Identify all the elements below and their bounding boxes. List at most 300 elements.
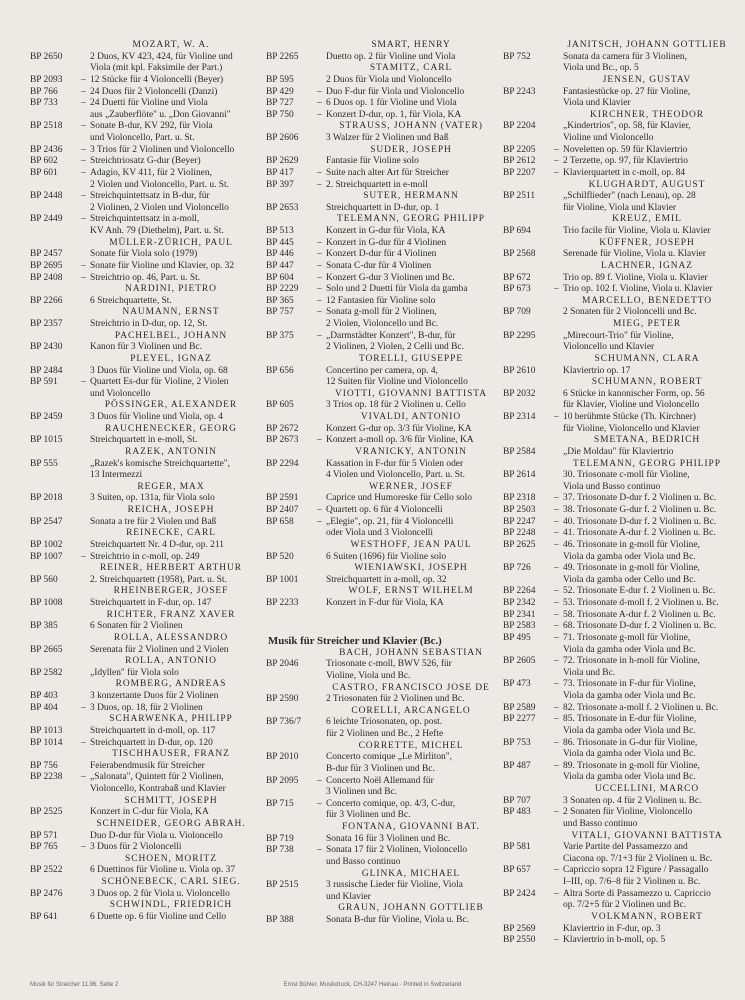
catalog-number: BP 1001: [266, 574, 299, 585]
entry-title: Konzert in G-dur für Viola, KA: [326, 226, 446, 236]
catalog-number: BP 707: [503, 795, 531, 806]
entry-title: Viola da gamba oder Viola und Bc.: [563, 551, 696, 562]
entry-title: 2 Violinen, 2 Violen, 2 Celli und Bc.: [326, 342, 464, 353]
catalog-number: BP 403: [30, 691, 58, 701]
catalog-number: BP 2265: [266, 51, 299, 62]
composer-heading: STAMITZ, CARL: [369, 63, 453, 74]
entry-title: Sonate für Violine und Klavier, op. 32: [90, 260, 235, 271]
composer-heading: MARCELLO, BENEDETTO: [581, 295, 713, 306]
entry-title: 3 Walzer für 2 Violinen und Baß: [326, 133, 449, 143]
entry-title: 2 Violen und Violoncello, Part. u. St.: [90, 179, 230, 190]
entry-title: Streichtriosatz G-dur (Beyer): [90, 156, 201, 167]
catalog-entry: [503, 191, 731, 203]
catalog-entry: [30, 598, 252, 610]
catalog-number: BP 726: [503, 563, 531, 574]
catalog-number: BP 2503: [503, 505, 536, 515]
entry-title: Serenade für Violine, Viola u. Klavier: [563, 249, 706, 260]
catalog-number: BP 1015: [30, 435, 63, 446]
composer-heading: VOLKMANN, ROBERT: [591, 911, 703, 922]
catalog-entry: [266, 180, 496, 192]
entry-title: 71. Triosonate g-moll für Violine,: [563, 632, 691, 643]
catalog-entry-continuation: [503, 668, 731, 680]
entry-title: für Violine, Violoncello und Klavier: [563, 423, 700, 434]
entry-dash: –: [554, 935, 559, 946]
composer-heading: REINER, HERBERT ARTHUR: [99, 563, 243, 574]
entry-title: Sonata 16 für 3 Violinen und Bc.: [326, 833, 451, 844]
composer-heading: LACHNER, IGNAZ: [601, 260, 693, 271]
entry-dash: –: [317, 260, 322, 271]
entry-title: 12 Stücke für 4 Violoncelli (Beyer): [90, 74, 224, 85]
catalog-entry: [266, 133, 496, 145]
entry-dash: –: [81, 214, 86, 225]
composer-heading: RICHTER, FRANZ XAVER: [106, 609, 236, 620]
catalog-entry-continuation: [503, 900, 731, 912]
entry-title: Fantasiestücke op. 27 für Violine,: [563, 86, 691, 97]
composer-heading: ROLLA, ANTONIO: [125, 656, 217, 667]
catalog-entry: [503, 284, 731, 296]
entry-title: 6 Suiten (1696) für Violine solo: [326, 551, 447, 562]
catalog-number: BP 733: [30, 98, 58, 109]
entry-title: Konzert in G-dur für 4 Violinen: [326, 237, 447, 248]
catalog-number: BP 2612: [503, 156, 536, 167]
catalog-number: BP 2625: [503, 539, 536, 550]
entry-dash: –: [554, 167, 559, 178]
catalog-number: BP 2295: [503, 330, 536, 341]
catalog-entry-continuation: [503, 772, 731, 784]
catalog-column-1: [30, 40, 252, 924]
catalog-number: BP 397: [266, 179, 294, 190]
entry-title: für 3 Violinen und Bc.: [326, 810, 411, 821]
catalog-number: BP 2238: [30, 772, 63, 783]
composer-heading: KLUGHARDT, AUGUST: [588, 179, 706, 190]
catalog-number: BP 447: [266, 260, 294, 271]
catalog-entry: [30, 145, 252, 157]
entry-dash: –: [554, 598, 559, 608]
catalog-number: BP 2511: [503, 191, 536, 202]
catalog-number: BP 2665: [30, 644, 63, 655]
catalog-entry: [30, 540, 252, 552]
catalog-entry: [30, 377, 252, 389]
entry-title: Viola und Bc.: [563, 667, 616, 678]
entry-title: Fantasie für Violine solo: [326, 156, 419, 167]
entry-title: Triosonate c-moll, BWV 526, für: [326, 659, 452, 670]
composer-heading: REINECKE, CARL: [126, 528, 216, 539]
catalog-number: BP 404: [30, 702, 58, 713]
entry-title: 6 Stücke in kanonischer Form, op. 56: [563, 388, 705, 399]
catalog-entry: [266, 52, 496, 64]
entry-title: 82. Triosonate a-moll f. 2 Violinen u. Bc.: [563, 702, 719, 713]
entry-dash: –: [317, 98, 322, 109]
catalog-number: BP 473: [503, 679, 531, 690]
composer-heading: PÖSSINGER, ALEXANDER: [104, 400, 238, 411]
catalog-entry: [30, 517, 252, 529]
composer-heading: JANITSCH, JOHANN GOTTLIEB: [567, 40, 727, 50]
entry-dash: –: [554, 412, 559, 422]
composer-heading: FONTANA, GIOVANNI BAT.: [342, 822, 480, 832]
composer-heading: VITALI, GIOVANNI BATTISTA: [571, 830, 723, 841]
catalog-number: BP 2569: [503, 923, 536, 934]
catalog-number: BP 513: [266, 226, 294, 236]
entry-title: Concerto comique, op. 4/3, C-dur,: [326, 798, 456, 809]
entry-dash: –: [81, 144, 86, 155]
catalog-number: BP 2032: [503, 388, 536, 399]
entry-title: 2 Triosonaten für 2 Violinen und Bc.: [326, 694, 465, 705]
catalog-entry-continuation: [503, 819, 731, 831]
catalog-entry: [266, 226, 496, 238]
composer-heading: SCHARWENKA, PHILIPP: [109, 714, 233, 725]
entry-dash: –: [554, 284, 559, 295]
catalog-entry: [503, 807, 731, 819]
footer-printer-imprint: Ernst Bühler, Musikdruck, CH-3247 Heinau · Printed in Switzerland: [283, 982, 462, 988]
entry-title: 24 Duos für 2 Violoncelli (Danzi): [90, 86, 218, 97]
catalog-entry: [30, 889, 252, 901]
entry-dash: –: [317, 86, 322, 97]
catalog-number: BP 375: [266, 330, 294, 341]
catalog-number: BP 520: [266, 551, 294, 562]
entry-title: Duo D-dur für Viola u. Violoncello: [90, 830, 223, 841]
composer-heading: VRANICKY, ANTONIN: [355, 446, 467, 457]
catalog-entry: [30, 296, 252, 308]
entry-title: Streichtrio in c-moll, op. 249: [90, 551, 200, 562]
catalog-entry: [266, 331, 496, 343]
entry-title: Klaviertrio op. 17: [563, 365, 631, 376]
catalog-entry: [503, 249, 731, 261]
footer-page-label: Musik für Streicher 11.96. Seite 2: [30, 982, 119, 988]
catalog-entry: [30, 214, 252, 226]
catalog-number: BP 2436: [30, 144, 63, 155]
entry-title: Sonata g-moll für 2 Violinen,: [326, 307, 437, 318]
catalog-number: BP 2583: [503, 621, 536, 632]
catalog-entry: [30, 52, 252, 64]
catalog-number: BP 495: [503, 632, 531, 643]
catalog-entry: [30, 168, 252, 180]
entry-title: Viola und Bc., op. 5: [563, 63, 639, 74]
composer-heading: SUTER, HERMANN: [363, 191, 459, 202]
catalog-entry: [30, 761, 252, 773]
entry-title: Sonata da camera für 3 Violinen,: [563, 51, 687, 62]
catalog-number: BP 2582: [30, 667, 63, 678]
composer-heading: TORELLI, GIUSEPPE: [358, 353, 464, 364]
catalog-number: BP 2010: [266, 752, 299, 763]
catalog-number: BP 429: [266, 86, 294, 97]
catalog-number: BP 719: [266, 833, 294, 844]
composer-heading: CORRETTE, MICHEL: [358, 740, 464, 751]
catalog-number: BP 658: [266, 516, 294, 527]
entry-dash: –: [317, 167, 322, 178]
catalog-entry-continuation: [503, 98, 731, 110]
entry-title: Viola (mit kpl. Faksimile der Part.): [90, 63, 223, 74]
composer-heading: SCHÖNEBECK, CARL SIEG.: [101, 877, 241, 887]
entry-title: 86. Triosonate in G-dur für Violine,: [563, 737, 698, 748]
catalog-number: BP 736/7: [266, 717, 302, 728]
composer-heading: TISCHHAUSER, FRANZ: [112, 749, 230, 760]
catalog-entry: [266, 203, 496, 215]
catalog-entry-continuation: [503, 691, 731, 703]
catalog-number: BP 2229: [266, 284, 299, 295]
entry-dash: –: [317, 272, 322, 283]
entry-dash: –: [81, 377, 86, 388]
catalog-entry: [266, 834, 496, 846]
entry-title: 2 Duos für Viola und Violoncello: [326, 74, 452, 85]
catalog-number: BP 2610: [503, 365, 536, 376]
catalog-number: BP 601: [30, 167, 58, 178]
catalog-entry-continuation: [266, 319, 496, 331]
entry-dash: –: [81, 737, 86, 748]
catalog-number: BP 2522: [30, 865, 63, 876]
entry-title: 46. Triosonate in g-moll für Violine,: [563, 539, 700, 550]
entry-dash: –: [317, 435, 322, 446]
catalog-entry: [266, 880, 496, 892]
catalog-entry: [503, 679, 731, 691]
composer-heading: CASTRO, FRANCISCO JOSE DE: [332, 682, 490, 693]
entry-title: Duo F-dur für Viola und Violoncello: [326, 86, 465, 97]
catalog-number: BP 605: [266, 400, 294, 411]
catalog-entry: [30, 831, 252, 843]
entry-dash: –: [317, 295, 322, 306]
composer-heading: SCHOEN, MORITZ: [125, 853, 217, 864]
entry-title: B-dur für 3 Violinen und Bc.: [326, 763, 435, 774]
catalog-entry-continuation: [30, 110, 252, 122]
entry-dash: –: [554, 505, 559, 515]
catalog-number: BP 694: [503, 226, 531, 236]
entry-title: Viola da gamba oder Viola und Bc.: [563, 725, 696, 736]
catalog-number: BP 2448: [30, 191, 63, 202]
composer-heading: ROLLA, ALESSANDRO: [113, 632, 229, 643]
entry-dash: –: [554, 539, 559, 550]
catalog-number: BP 2294: [266, 458, 299, 469]
entry-title: op. 7/2+5 für 2 Violinen und Bc.: [563, 900, 687, 911]
entry-title: Altra Sorte di Passamezzo u. Capriccio: [563, 888, 711, 899]
catalog-entry-continuation: [503, 63, 731, 75]
entry-title: „Mirecourt-Trio" für Violine,: [563, 330, 674, 341]
catalog-entry: [503, 447, 731, 459]
entry-title: Konzert D-dur, op. 1, für Viola, KA: [326, 109, 462, 120]
catalog-entry: [503, 273, 731, 285]
catalog-entry: [30, 87, 252, 99]
entry-dash: –: [554, 888, 559, 899]
catalog-entry-continuation: [503, 342, 731, 354]
catalog-number: BP 2430: [30, 342, 63, 353]
catalog-number: BP 2277: [503, 714, 536, 725]
entry-title: 3 Suiten, op. 131a, für Viola solo: [90, 493, 215, 504]
catalog-entry: [503, 621, 731, 633]
catalog-entry: [266, 459, 496, 471]
catalog-number: BP 2018: [30, 493, 63, 504]
catalog-number: BP 2204: [503, 121, 536, 132]
entry-title: Kanon für 3 Violinen und Bc.: [90, 342, 202, 353]
catalog-entry: [503, 52, 731, 64]
catalog-entry-continuation: [30, 470, 252, 482]
composer-heading: REICHA, JOSEPH: [127, 505, 215, 515]
entry-dash: –: [554, 528, 559, 539]
catalog-number: BP 2459: [30, 412, 63, 422]
catalog-number: BP 1007: [30, 551, 63, 562]
composer-heading: RHEINBERGER, JOSEF: [113, 586, 229, 597]
catalog-number: BP 2653: [266, 202, 299, 213]
entry-title: Caprice und Humoreske für Cello solo: [326, 493, 472, 504]
catalog-number: BP 2695: [30, 260, 63, 271]
catalog-entry: [266, 799, 496, 811]
entry-title: „Idyllen" für Viola solo: [90, 667, 179, 678]
entry-title: Serenata für 2 Violinen und 2 Violen: [90, 644, 229, 655]
entry-title: Violoncello und Klavier: [563, 342, 655, 353]
composer-heading: CORELLI, ARCANGELO: [351, 705, 471, 716]
catalog-entry: [30, 807, 252, 819]
entry-dash: –: [317, 109, 322, 120]
composer-heading: TELEMANN, GEORG PHILIPP: [573, 458, 721, 469]
catalog-number: BP 2457: [30, 249, 63, 260]
entry-title: Solo und 2 Duetti für Viola da gamba: [326, 284, 468, 295]
entry-title: 3 Duos op. 2 für Viola u. Violoncello: [90, 888, 230, 899]
composer-heading: SCHUMANN, ROBERT: [591, 377, 703, 388]
entry-dash: –: [554, 493, 559, 504]
catalog-entry: [503, 924, 731, 936]
catalog-entry-continuation: [503, 877, 731, 889]
catalog-entry: [503, 935, 731, 947]
catalog-entry-continuation: [503, 726, 731, 738]
entry-title: 13 Intermezzi: [90, 470, 143, 481]
catalog-number: BP 2672: [266, 423, 299, 434]
entry-title: und Violoncello, Part. u. St.: [90, 133, 195, 143]
catalog-entry: [266, 659, 496, 671]
catalog-entry: [266, 915, 496, 927]
catalog-entry: [503, 517, 731, 529]
entry-title: und Basso continuo: [563, 818, 638, 829]
entry-dash: –: [554, 714, 559, 725]
entry-title: 3 Violinen und Bc.: [326, 787, 398, 798]
entry-title: Sonata a tre für 2 Violen und Baß: [90, 516, 217, 527]
catalog-entry: [266, 75, 496, 87]
composer-heading: WIENIAWSKI, JOSEPH: [354, 563, 468, 574]
entry-title: 12 Fantasien für Violine solo: [326, 295, 436, 306]
entry-dash: –: [81, 702, 86, 713]
catalog-entry: [503, 226, 731, 238]
composer-heading: MIEG, PETER: [612, 319, 682, 329]
entry-title: Viola da gamba oder Cello und Bc.: [563, 574, 696, 585]
catalog-number: BP 2605: [503, 656, 536, 667]
catalog-entry: [266, 435, 496, 447]
catalog-entry: [30, 412, 252, 424]
entry-title: Konzert a-moll op. 3/6 für Violine, KA: [326, 435, 474, 446]
entry-title: 6 Duos op. 1 für Violine und Viola: [326, 98, 457, 109]
catalog-entry: [266, 717, 496, 729]
catalog-entry: [503, 331, 731, 343]
catalog-number: BP 1008: [30, 598, 63, 608]
catalog-entry-continuation: [266, 764, 496, 776]
catalog-number: BP 417: [266, 167, 294, 178]
catalog-number: BP 2584: [503, 446, 536, 457]
catalog-entry-continuation: [266, 787, 496, 799]
entry-title: 89. Triosonate in g-moll für Violine,: [563, 760, 700, 771]
composer-heading: SCHMITT, JOSEPH: [124, 795, 218, 806]
catalog-number: BP 2408: [30, 272, 63, 283]
catalog-entry: [266, 307, 496, 319]
entry-dash: –: [317, 284, 322, 295]
catalog-entry-continuation: [266, 671, 496, 683]
composer-heading: VIVALDI, ANTONIO: [360, 412, 462, 422]
catalog-number: BP 2629: [266, 156, 299, 167]
entry-title: Streichquartett in d-moll, op. 117: [90, 725, 216, 736]
catalog-entry: [503, 598, 731, 610]
entry-dash: –: [81, 191, 86, 202]
catalog-entry: [503, 470, 731, 482]
catalog-entry-continuation: [30, 133, 252, 145]
catalog-entry: [266, 517, 496, 529]
entry-title: 3 Duos für 2 Violoncelli: [90, 842, 182, 853]
entry-dash: –: [81, 74, 86, 85]
catalog-entry: [266, 424, 496, 436]
catalog-number: BP 2046: [266, 659, 299, 670]
composer-heading: MOZART, W. A.: [132, 40, 210, 50]
catalog-entry: [30, 726, 252, 738]
entry-title: 58. Triosonate A-dur f. 2 Violinen u. Bc.: [563, 609, 716, 620]
entry-title: Capriccio sopra 12 Figure / Passagallo: [563, 865, 709, 876]
catalog-entry: [503, 366, 731, 378]
entry-title: Adagio, KV 411, für 2 Violinen,: [90, 167, 212, 178]
composer-heading: JENSEN, GUSTAV: [602, 74, 692, 85]
entry-title: Suite nach alter Art für Streicher: [326, 167, 449, 178]
entry-dash: –: [554, 563, 559, 574]
entry-title: Varie Partite del Passamezzo and: [563, 842, 688, 853]
catalog-number: BP 2589: [503, 702, 536, 713]
entry-title: Violoncello, Kontrabaß und Klavier: [90, 784, 226, 794]
catalog-column-3: [503, 40, 731, 947]
composer-heading: RAUCHENECKER, GEORG: [105, 423, 237, 434]
catalog-entry: [503, 145, 731, 157]
entry-dash: –: [317, 516, 322, 527]
catalog-entry: [266, 110, 496, 122]
catalog-number: BP 2095: [266, 775, 299, 786]
entry-title: für Klavier, Violine und Violoncello: [563, 400, 700, 411]
catalog-number: BP 2266: [30, 295, 63, 306]
entry-title: Sonata B-dur für Violine, Viola u. Bc.: [326, 915, 469, 925]
entry-title: 3 Trios op. 18 für 2 Violinen u. Cello: [326, 400, 466, 411]
entry-dash: –: [317, 775, 322, 786]
catalog-entry: [266, 249, 496, 261]
catalog-entry-continuation: [30, 63, 252, 75]
catalog-entry: [503, 528, 731, 540]
catalog-entry: [30, 493, 252, 505]
catalog-entry: [30, 261, 252, 273]
catalog-entry: [503, 610, 731, 622]
entry-title: und Violoncello: [90, 388, 151, 399]
catalog-number: BP 1002: [30, 539, 63, 550]
composer-heading: RAZEK, ANTONIN: [125, 446, 217, 457]
catalog-entry: [30, 575, 252, 587]
catalog-entry: [30, 668, 252, 680]
entry-title: Streichquartett in F-dur, op. 147: [90, 598, 212, 608]
catalog-entry-continuation: [30, 784, 252, 796]
entry-title: I–III, op. 7/6–8 für 2 Violinen u. Bc.: [563, 877, 701, 887]
entry-title: Streichquartett Nr. 4 D-dur, op. 211: [90, 539, 224, 550]
composer-heading: NAUMANN, ERNST: [122, 307, 220, 318]
catalog-entry: [30, 191, 252, 203]
catalog-number: BP 591: [30, 377, 58, 388]
entry-title: 3 Duos, op. 18, für 2 Violinen: [90, 702, 203, 713]
catalog-entry: [266, 505, 496, 517]
catalog-number: BP 2248: [503, 528, 536, 539]
catalog-entry-continuation: [30, 226, 252, 238]
entry-title: 3 Trios für 2 Violinen und Violoncello: [90, 144, 235, 155]
catalog-entry: [503, 493, 731, 505]
composer-heading: GLINKA, MICHAEL: [361, 868, 461, 879]
entry-dash: –: [317, 237, 322, 248]
entry-title: 52. Triosonate E-dur f. 2 Violinen u. Bc.: [563, 586, 716, 597]
catalog-number: BP 2314: [503, 412, 536, 422]
catalog-entry: [30, 366, 252, 378]
catalog-entry: [30, 912, 252, 924]
entry-title: 6 Sonaten für 2 Violinen: [90, 621, 183, 632]
